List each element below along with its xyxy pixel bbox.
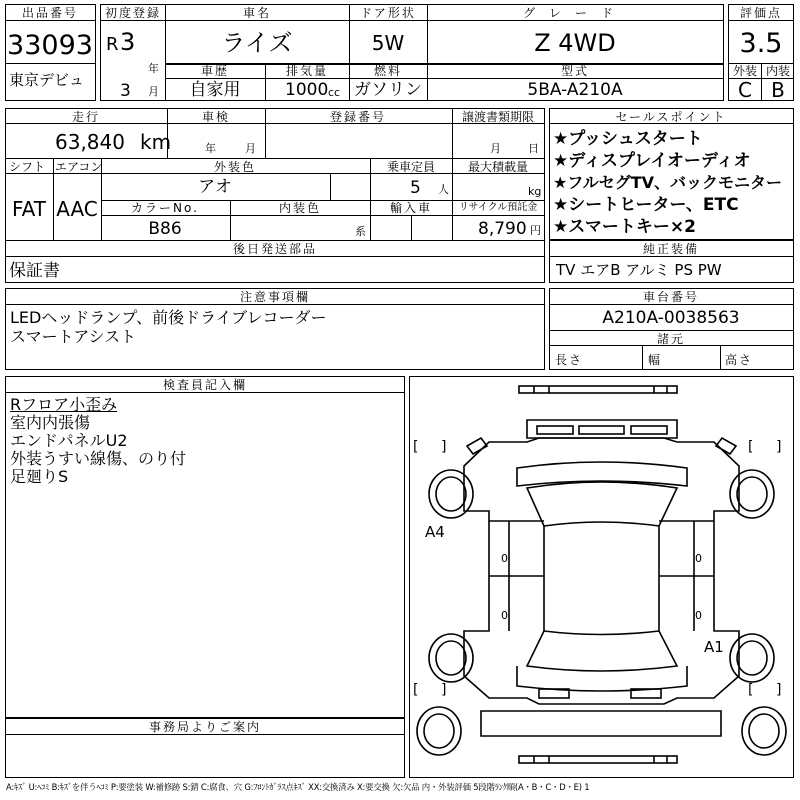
inspector-title: 検査員記入欄 <box>162 378 248 392</box>
mileage-unit: km <box>140 130 172 154</box>
load-unit: kg <box>528 185 542 198</box>
insp-month-unit: 月 <box>245 142 256 155</box>
sales-item-5: ★スマートキー×2 <box>553 217 696 237</box>
sales-title: セールスポイント <box>615 110 727 124</box>
int-label: 内装 <box>765 64 791 78</box>
first-reg-era: R <box>106 34 119 55</box>
color-label: 外装色 <box>213 160 257 174</box>
lot-no-label: 出品番号 <box>21 6 79 20</box>
ext-label: 外装 <box>732 64 758 78</box>
mileage: 63,840 <box>55 130 125 154</box>
equip-value: TV エアB アルミ PS PW <box>556 261 722 279</box>
model-label: 型式 <box>560 64 590 78</box>
insp-year-unit: 年 <box>205 142 216 155</box>
transfer-month-unit: 月 <box>490 142 501 155</box>
grade-label: グレード <box>522 6 628 20</box>
mark-zero-4: 0 <box>695 609 702 622</box>
width-label: 幅 <box>648 353 663 367</box>
equip-title: 純正装備 <box>642 242 700 256</box>
intcolor-unit: 系 <box>355 225 366 238</box>
ac: AAC <box>56 197 98 221</box>
bracket-right-top: ] <box>441 439 447 455</box>
bracket-left-bottom-r: [ <box>748 682 754 698</box>
displacement: 1000 <box>285 80 329 100</box>
history-label: 車歴 <box>200 64 230 78</box>
color: アオ <box>198 177 232 197</box>
history: 自家用 <box>189 80 241 100</box>
name-label: 車名 <box>242 6 272 20</box>
later: 保証書 <box>9 261 60 281</box>
fuel: ガソリン <box>354 80 422 100</box>
mark-zero-2: 0 <box>501 609 508 622</box>
transfer-day-unit: 日 <box>528 142 539 155</box>
bracket-right-bottom-r: ] <box>776 682 782 698</box>
seats: 5 <box>410 178 421 198</box>
car-name: ライズ <box>221 29 293 57</box>
intcolor-label: 内装色 <box>278 201 322 215</box>
bracket-left-bottom: [ <box>413 682 419 698</box>
lot-no: 33093 <box>7 30 93 61</box>
seats-unit: 人 <box>438 183 449 196</box>
sales-item-1: ★プッシュスタート <box>553 129 703 149</box>
notes-title: 注意事項欄 <box>239 290 311 304</box>
inspector-line-5: 足廻りS <box>10 467 69 486</box>
first-reg-month: 3 <box>120 81 131 101</box>
colorno: B86 <box>148 219 182 239</box>
mark-zero-3: 0 <box>695 552 702 565</box>
mark-zero-1: 0 <box>501 552 508 565</box>
bracket-right-top-r: ] <box>776 439 782 455</box>
recycle: 8,790 <box>478 219 527 239</box>
shift-label: シフト <box>9 160 46 174</box>
month-unit: 月 <box>148 85 159 98</box>
load-label: 最大積載量 <box>467 160 529 174</box>
ac-label: エアコン <box>55 160 103 174</box>
notes-line-1: LEDヘッドランプ、前後ドライブレコーダー <box>10 308 327 327</box>
score: 3.5 <box>739 28 783 59</box>
bracket-right-bottom: ] <box>441 682 447 698</box>
inspector-line-4: 外装うすい線傷、のり付 <box>10 449 187 468</box>
shift: FAT <box>11 197 47 221</box>
later-label: 後日発送部品 <box>232 242 318 256</box>
history-row-box <box>165 63 724 101</box>
grade: Z 4WD <box>534 29 616 57</box>
fuel-label: 燃料 <box>373 64 403 78</box>
inspection-label: 車検 <box>201 110 231 124</box>
transfer-label: 譲渡書類期限 <box>461 110 535 124</box>
door-type: 5W <box>371 31 405 55</box>
bracket-left-top-r: [ <box>748 439 754 455</box>
sales-item-2: ★ディスプレイオーディオ <box>553 151 751 171</box>
first-reg-year: 3 <box>120 28 136 56</box>
score-label: 評価点 <box>739 6 783 20</box>
recycle-label: リサイクル預託金 <box>458 202 538 213</box>
bracket-left-top: [ <box>413 439 419 455</box>
year-unit: 年 <box>148 62 159 75</box>
length-label: 長さ <box>555 353 584 367</box>
first-reg-label: 初度登録 <box>104 6 162 20</box>
int-grade: B <box>771 78 785 102</box>
notes-line-2: スマートアシスト <box>10 327 137 346</box>
recycle-unit: 円 <box>530 224 541 237</box>
office-title: 事務局よりご案内 <box>148 720 262 734</box>
debut: 東京デビュ <box>9 71 85 89</box>
chassis-title: 車台番号 <box>642 290 700 304</box>
mileage-label: 走行 <box>71 110 101 124</box>
legend: A:ｷｽﾞ U:ﾍｺﾐ B:ｷｽﾞを伴うﾍｺﾐ P:要塗装 W:補修跡 S:錆 C:腐食、穴 G:ﾌﾛﾝﾄｶﾞﾗｽ点ｷｽﾞ XX:交換済み X:要交換 欠:欠品 内・外装評価 5段階ﾗﾝｸ順(A・B・C・D・E) 1 <box>6 782 590 792</box>
regno-label: 登録番号 <box>329 110 387 124</box>
spec-title: 諸元 <box>656 332 686 346</box>
door-label: ドア形状 <box>360 6 416 20</box>
sales-item-4: ★シートヒーター、ETC <box>553 195 739 215</box>
displacement-label: 排気量 <box>285 64 329 78</box>
mark-a1: A1 <box>704 638 724 656</box>
mark-a4: A4 <box>425 523 445 541</box>
inspector-line-2: 室内内張傷 <box>10 413 91 432</box>
height-label: 高さ <box>725 353 754 367</box>
ext-grade: C <box>738 78 752 102</box>
inspector-line-1: Rフロア小歪み <box>10 395 118 414</box>
chassis-no: A210A-0038563 <box>602 308 740 328</box>
car-diagram <box>409 376 794 778</box>
colorno-label: カラーNo. <box>131 201 199 215</box>
seats-label: 乗車定員 <box>386 160 436 174</box>
import-label: 輸入車 <box>389 201 433 215</box>
inspector-line-3: エンドパネルU2 <box>10 431 128 450</box>
sales-item-3: ★フルセグTV、バックモニター <box>553 173 783 192</box>
displacement-unit: cc <box>328 86 341 99</box>
model: 5BA-A210A <box>527 80 623 100</box>
